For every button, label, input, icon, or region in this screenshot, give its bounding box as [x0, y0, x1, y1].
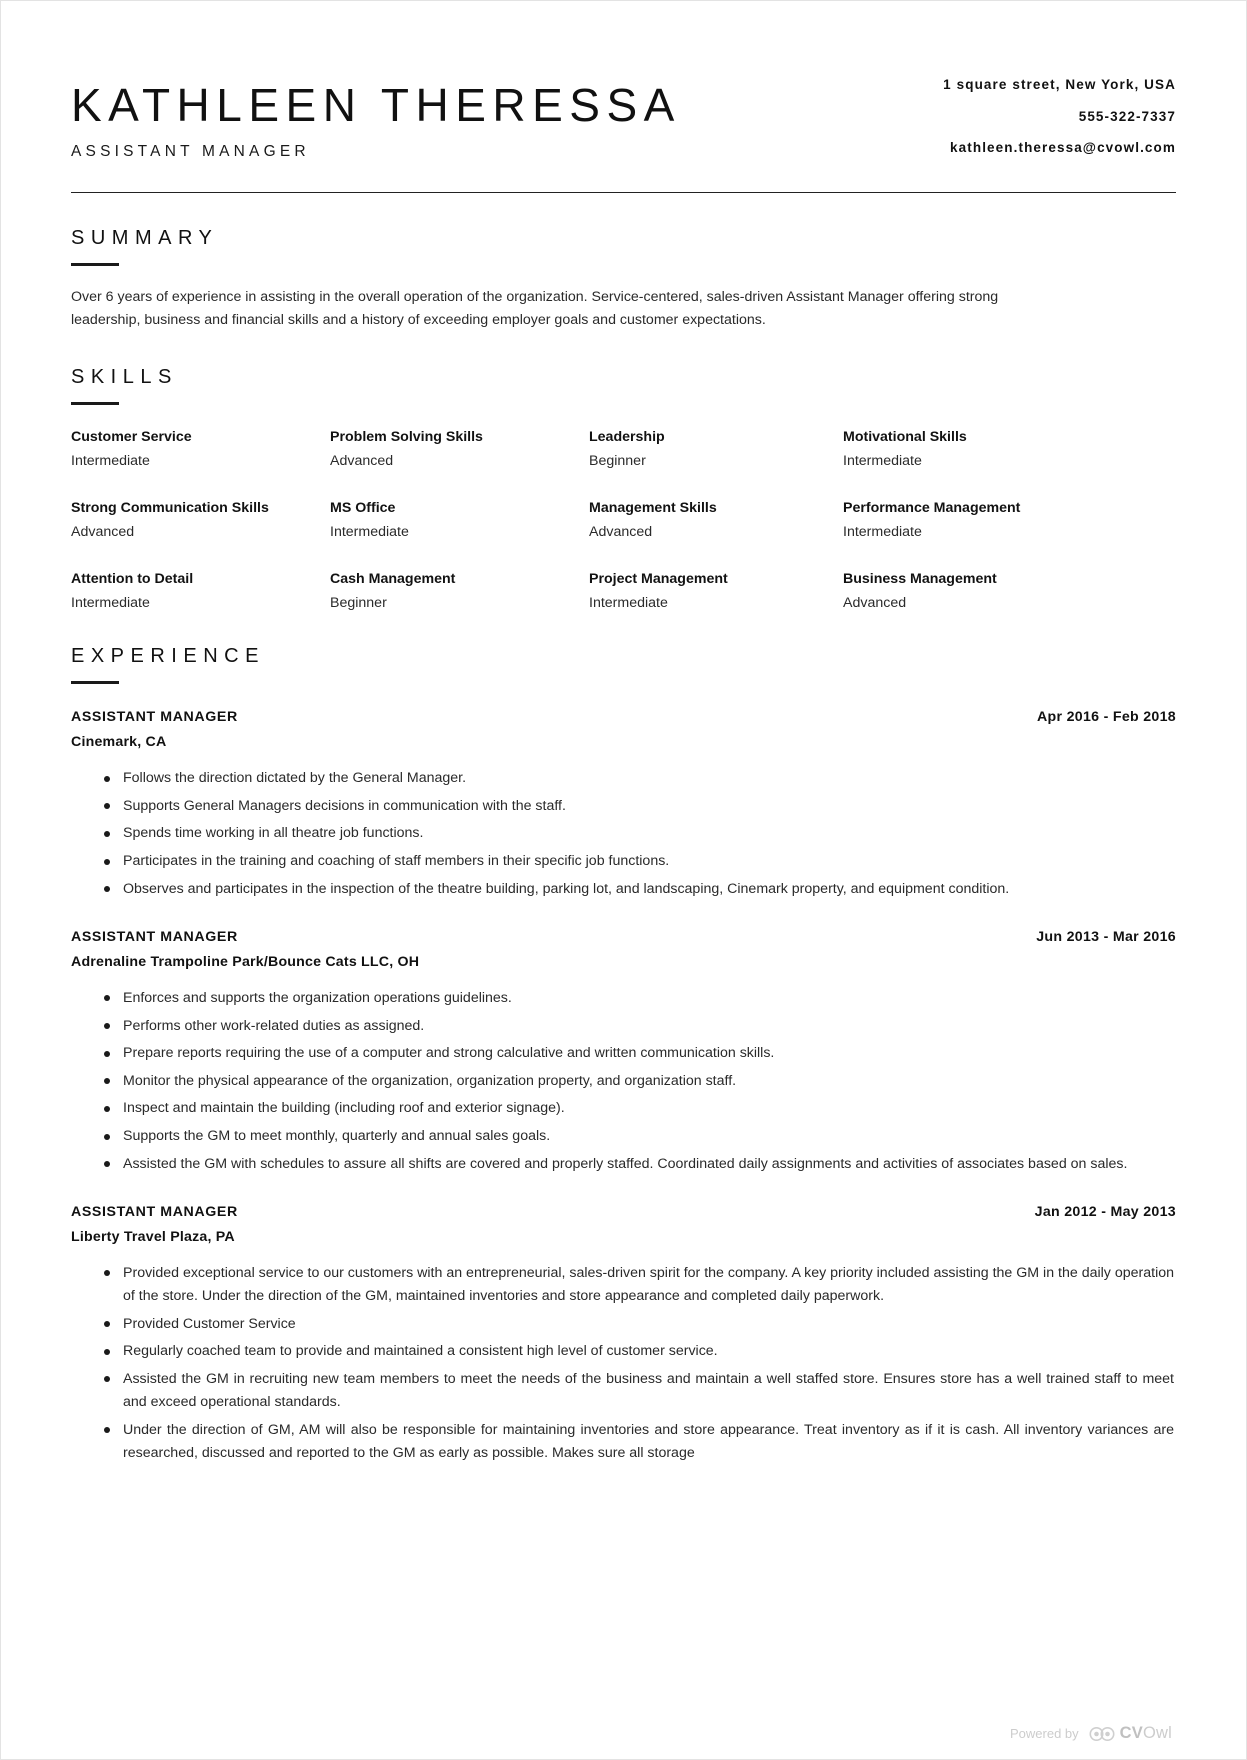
skill-level: Advanced	[330, 453, 394, 470]
experience-entry	[71, 1204, 1176, 1465]
contact-phone: 555-322-7337	[1078, 108, 1176, 124]
skill-name: Management Skills	[589, 500, 717, 517]
header-divider	[71, 192, 1176, 193]
cvowl-brand-suffix: Owl	[1142, 1724, 1172, 1742]
summary-text: Over 6 years of experience in assisting in the overall operation of the organization. Service-centered, sales-driven Assistant Manager offering strong leadership, business and financial skills and a history of exceeding employer goals and customer expectations.	[71, 289, 999, 329]
skill-level: Intermediate	[330, 524, 409, 541]
skill-name: Project Management	[589, 571, 728, 588]
experience-bullet: Enforces and supports the organization operations guidelines.	[123, 987, 1176, 1010]
owl-icon	[1089, 1725, 1115, 1743]
experience-bullet: Observes and participates in the inspection of the theatre building, parking lot, and landscaping, Cinemark property, and equipment condition.	[123, 878, 1176, 901]
skill-item	[71, 500, 330, 540]
cvowl-wordmark	[1120, 1724, 1172, 1743]
skill-item	[843, 500, 1176, 540]
skill-name: Customer Service	[71, 429, 192, 446]
summary-heading: SUMMARY	[71, 227, 219, 250]
skill-item	[330, 571, 589, 611]
experience-company: Cinemark, CA	[71, 734, 167, 751]
skill-item	[71, 571, 330, 611]
contact-address: 1 square street, New York, USA	[943, 77, 1176, 92]
skill-level: Advanced	[843, 595, 907, 612]
skill-name: Strong Communication Skills	[71, 500, 269, 517]
skills-heading: SKILLS	[71, 366, 178, 389]
experience-company: Liberty Travel Plaza, PA	[71, 1228, 235, 1245]
skill-name: Attention to Detail	[71, 571, 194, 588]
experience-bullet: Provided exceptional service to our customers with an entrepreneurial, sales-driven spirit for the company. A key priority included assisting the GM in the daily operation of the store. Under the direction of the GM, maintained inventories and store appearance and completed daily paperwork.	[123, 1262, 1176, 1308]
experience-bullet-list	[71, 987, 1176, 1176]
skill-item	[843, 571, 1176, 611]
skills-grid	[71, 429, 1176, 611]
skill-item	[330, 500, 589, 540]
skill-name: Performance Management	[843, 500, 1021, 517]
candidate-name: KATHLEEN THERESSA	[71, 79, 681, 131]
contact-details	[943, 63, 1176, 164]
skills-heading-underline	[71, 402, 119, 405]
experience-role: ASSISTANT MANAGER	[71, 1203, 238, 1220]
experience-list	[71, 709, 1176, 1465]
skill-item	[71, 429, 330, 469]
experience-bullet: Performs other work-related duties as assigned.	[123, 1015, 1176, 1038]
experience-entry-header	[71, 1204, 1176, 1220]
experience-bullet: Monitor the physical appearance of the organization, organization property, and organization staff.	[123, 1070, 1176, 1093]
experience-entry-header	[71, 929, 1176, 945]
experience-bullet: Assisted the GM with schedules to assure all shifts are covered and properly staffed. Coordinated daily assignments and activities of associates based on sales.	[123, 1153, 1176, 1176]
section-experience	[71, 645, 1176, 1465]
skill-level: Advanced	[71, 524, 135, 541]
experience-role: ASSISTANT MANAGER	[71, 928, 238, 945]
skill-level: Intermediate	[71, 595, 150, 612]
experience-role: ASSISTANT MANAGER	[71, 709, 238, 726]
experience-bullet: Inspect and maintain the building (including roof and exterior signage).	[123, 1097, 1176, 1120]
skill-item	[589, 571, 843, 611]
experience-entry	[71, 709, 1176, 901]
experience-bullet-list	[71, 767, 1176, 901]
skill-name: Problem Solving Skills	[330, 429, 483, 446]
header-identity	[71, 63, 681, 161]
section-summary	[71, 227, 1176, 332]
summary-heading-underline	[71, 263, 119, 266]
section-skills	[71, 366, 1176, 611]
experience-bullet: Provided Customer Service	[123, 1313, 1176, 1336]
experience-entry	[71, 929, 1176, 1176]
skill-level: Beginner	[589, 453, 646, 470]
skill-item	[330, 429, 589, 469]
cvowl-brand-prefix: CV	[1119, 1724, 1143, 1742]
candidate-job-title: ASSISTANT MANAGER	[71, 143, 310, 161]
skill-item	[843, 429, 1176, 469]
experience-bullet: Under the direction of GM, AM will also be responsible for maintaining inventories and store appearance. Treat inventory as if it is cash. All inventory variances are researched, discussed and reported to the GM as early as possible. Makes sure all storage	[123, 1419, 1176, 1465]
skill-name: Cash Management	[330, 571, 456, 588]
skill-item	[589, 500, 843, 540]
experience-bullet: Spends time working in all theatre job functions.	[123, 822, 1176, 845]
contact-email: kathleen.theressa@cvowl.com	[950, 140, 1176, 156]
powered-by-label: Powered by	[1009, 1726, 1079, 1741]
footer-watermark	[1010, 1724, 1172, 1743]
experience-bullet: Regularly coached team to provide and maintained a consistent high level of customer service.	[123, 1340, 1176, 1363]
skill-level: Intermediate	[589, 595, 668, 612]
skill-level: Beginner	[330, 595, 387, 612]
experience-bullet: Supports the GM to meet monthly, quarterly and annual sales goals.	[123, 1125, 1176, 1148]
skill-item	[589, 429, 843, 469]
experience-bullet: Follows the direction dictated by the General Manager.	[123, 767, 1176, 790]
skill-name: MS Office	[330, 500, 396, 517]
skill-name: Motivational Skills	[843, 429, 967, 446]
experience-bullet: Prepare reports requiring the use of a computer and strong calculative and written communication skills.	[123, 1042, 1176, 1065]
experience-heading: EXPERIENCE	[71, 645, 265, 668]
skill-level: Intermediate	[71, 453, 150, 470]
experience-heading-underline	[71, 681, 119, 684]
experience-dates: Jan 2012 - May 2013	[1034, 1203, 1176, 1220]
experience-entry-header	[71, 709, 1176, 725]
skill-level: Intermediate	[843, 453, 922, 470]
experience-bullet: Assisted the GM in recruiting new team members to meet the needs of the business and maintain a well staffed store. Ensures store has a well trained staff to meet and exceed operational standards.	[123, 1368, 1176, 1414]
resume-header	[71, 63, 1176, 164]
experience-dates: Jun 2013 - Mar 2016	[1036, 928, 1176, 945]
experience-bullet-list	[71, 1262, 1176, 1465]
experience-company: Adrenaline Trampoline Park/Bounce Cats LLC, OH	[71, 953, 420, 970]
experience-bullet: Participates in the training and coaching of staff members in their specific job functions.	[123, 850, 1176, 873]
skill-name: Business Management	[843, 571, 997, 588]
skill-name: Leadership	[589, 429, 665, 446]
skill-level: Intermediate	[843, 524, 922, 541]
experience-bullet: Supports General Managers decisions in communication with the staff.	[123, 795, 1176, 818]
cvowl-logo	[1089, 1724, 1172, 1743]
skill-level: Advanced	[589, 524, 653, 541]
experience-dates: Apr 2016 - Feb 2018	[1037, 709, 1176, 726]
